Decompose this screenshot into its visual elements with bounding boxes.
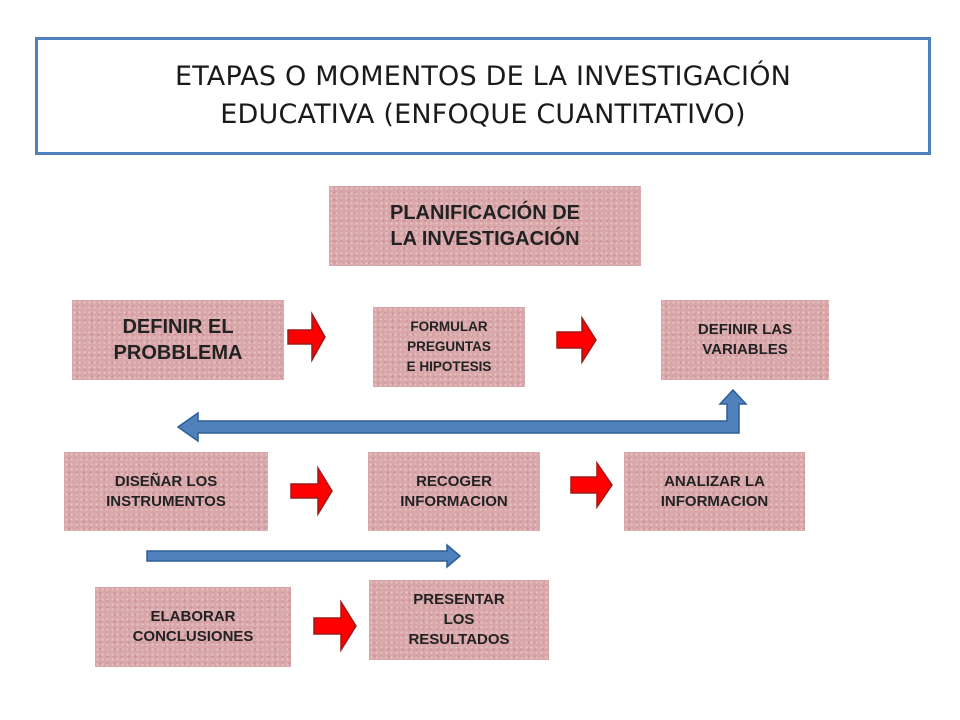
step-arrow-1	[288, 314, 325, 360]
step-arrow-5	[314, 602, 356, 650]
node-disenar-line-1: DISEÑAR LOS	[114, 472, 218, 490]
step-arrow-3	[291, 468, 332, 514]
node-analizar-line-2: INFORMACION	[660, 492, 769, 510]
node-formular-line-2: PREGUNTAS	[407, 339, 491, 354]
node-formular-line-3: E HIPOTESIS	[406, 359, 492, 374]
node-presentar-line-1: PRESENTAR	[413, 591, 505, 608]
flow-arrow-right	[147, 545, 460, 567]
node-elaborar-line-1: ELABORAR	[150, 608, 236, 625]
node-planificacion-line-1: PLANIFICACIÓN DE	[390, 202, 580, 224]
node-presentar-line-3: RESULTADOS	[408, 631, 510, 648]
node-definir-problema-line-2: PROBBLEMA	[113, 342, 243, 364]
node-analizar-line-1: ANALIZAR LA	[664, 472, 765, 490]
step-arrow-4	[571, 463, 612, 507]
flow-arrow-return	[178, 390, 746, 441]
node-definir-variables-line-1: DEFINIR LAS	[697, 321, 793, 338]
node-planificacion-line-2: LA INVESTIGACIÓN	[390, 228, 580, 250]
step-arrow-2	[557, 318, 596, 362]
node-recoger-line-2: INFORMACION	[400, 492, 508, 510]
title-line-2: EDUCATIVA (ENFOQUE CUANTITATIVO)	[220, 99, 746, 130]
title-line-1: ETAPAS O MOMENTOS DE LA INVESTIGACIÓN	[174, 61, 792, 92]
node-recoger-line-1: RECOGER	[416, 472, 492, 490]
node-formular-line-1: FORMULAR	[410, 319, 488, 334]
node-definir-problema-line-1: DEFINIR EL	[122, 316, 234, 338]
node-presentar-line-2: LOS	[443, 611, 475, 628]
node-definir-variables-line-2: VARIABLES	[702, 341, 788, 358]
node-disenar-line-2: INSTRUMENTOS	[106, 492, 226, 510]
node-elaborar-line-2: CONCLUSIONES	[132, 628, 254, 645]
